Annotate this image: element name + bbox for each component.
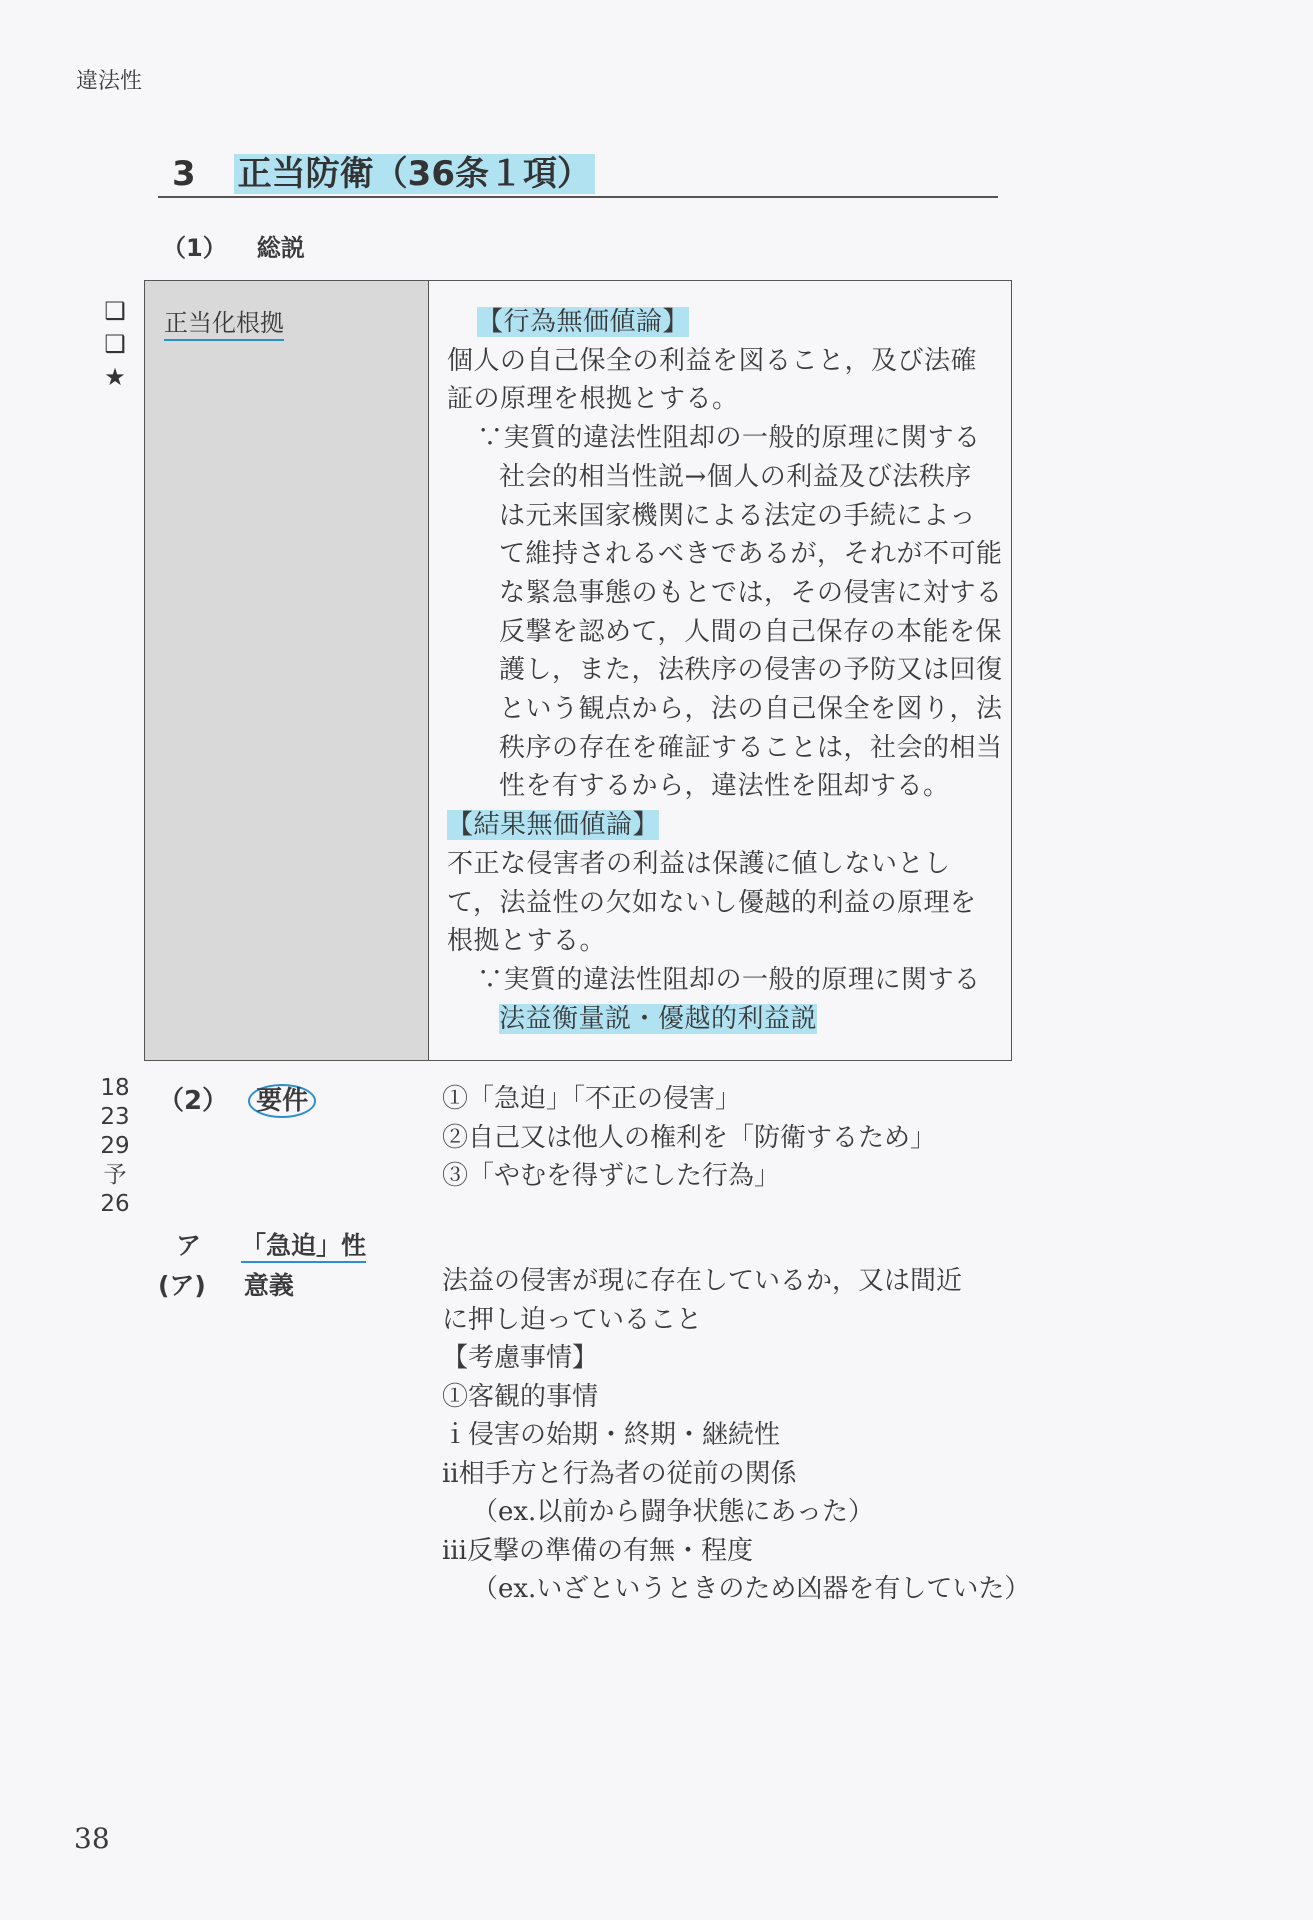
box-text-line bbox=[447, 342, 1017, 381]
imminence-text: 「急迫」性 bbox=[241, 1231, 366, 1263]
meaning-line: ①客観的事情 bbox=[442, 1381, 599, 1412]
box-text-line bbox=[447, 767, 1017, 806]
exam-year-number: 18 bbox=[100, 1075, 130, 1101]
box-text-line bbox=[447, 884, 1017, 923]
section-title: 正当防衛（36条１項） bbox=[234, 154, 595, 194]
checkbox-icon: ❑ bbox=[104, 297, 126, 325]
box-text: という観点から，法の自己保全を図り，法 bbox=[499, 694, 1003, 725]
box-text: 社会的相当性説→個人の利益及び法秩序 bbox=[499, 461, 972, 492]
box-text: 【行為無価値論】 bbox=[477, 307, 690, 337]
section-number: 3 bbox=[172, 154, 196, 194]
box-text: 根拠とする。 bbox=[447, 926, 607, 957]
box-text: 法益衡量説・優越的利益説 bbox=[499, 1003, 818, 1034]
meaning-line: 法益の侵害が現に存在しているか，又は間近 bbox=[442, 1266, 963, 1296]
box-text: ∵実質的違法性阻却の一般的原理に関する bbox=[477, 423, 981, 454]
box-text: ∵実質的違法性阻却の一般的原理に関する bbox=[477, 964, 981, 995]
exam-year-number: 26 bbox=[100, 1191, 130, 1217]
requirements-heading bbox=[158, 1080, 316, 1117]
box-label-cell bbox=[145, 281, 429, 1060]
requirement-item: ③「やむを得ずにした行為」 bbox=[442, 1161, 781, 1191]
exam-year-numbers bbox=[98, 1074, 132, 1219]
imminence-heading bbox=[176, 1226, 366, 1262]
box-text-line bbox=[447, 574, 1017, 613]
requirement-item: ①「急迫」「不正の侵害」 bbox=[442, 1084, 742, 1114]
box-text-line bbox=[447, 1000, 1017, 1039]
meaning-text: 意義 bbox=[243, 1271, 294, 1300]
box-text-line bbox=[447, 961, 1017, 1000]
requirements-list bbox=[442, 1080, 936, 1196]
box-text: て，法益性の欠如ないし優越的利益の原理を bbox=[447, 887, 977, 918]
box-text-line bbox=[447, 806, 1017, 845]
box-text-line bbox=[447, 380, 1017, 419]
box-text: な緊急事態のもとでは，その侵害に対する bbox=[499, 577, 1003, 608]
subsection-overview bbox=[162, 228, 305, 263]
box-text: 【結果無価値論】 bbox=[447, 810, 660, 841]
meaning-heading bbox=[158, 1266, 294, 1302]
section-heading bbox=[172, 146, 595, 195]
exam-year-number: 23 bbox=[100, 1104, 130, 1130]
meaning-line: ｉ侵害の始期・終期・継続性 bbox=[442, 1420, 781, 1450]
box-text: て維持されるべきであるが，それが不可能 bbox=[499, 539, 1003, 570]
star-icon: ★ bbox=[104, 363, 126, 391]
box-text: 性を有するから，違法性を阻却する。 bbox=[499, 771, 950, 802]
imminence-label: ア bbox=[176, 1231, 202, 1260]
meaning-line: （ex.いざというときのため凶器を有していた） bbox=[472, 1574, 1031, 1604]
box-text: は元来国家機関による法定の手続によっ bbox=[499, 500, 977, 531]
box-text-line bbox=[447, 845, 1017, 884]
meaning-line: （ex.以前から闘争状態にあった） bbox=[472, 1497, 875, 1527]
meaning-label: (ア) bbox=[158, 1271, 206, 1300]
meaning-body bbox=[442, 1262, 1030, 1609]
box-text-line bbox=[447, 729, 1017, 768]
box-label: 正当化根拠 bbox=[164, 303, 284, 341]
running-head: 違法性 bbox=[76, 69, 143, 94]
box-text-line bbox=[447, 690, 1017, 729]
box-text-line bbox=[447, 303, 1017, 342]
meaning-line: ⅲ反撃の準備の有無・程度 bbox=[442, 1535, 753, 1566]
box-text-line bbox=[447, 497, 1017, 536]
justification-box bbox=[144, 280, 1012, 1061]
margin-marks bbox=[100, 295, 130, 394]
box-text: 不正な侵害者の利益は保護に値しないとし bbox=[447, 848, 951, 879]
box-text: 証の原理を根拠とする。 bbox=[447, 384, 739, 415]
box-text: 反撃を認めて，人間の自己保存の本能を保 bbox=[499, 616, 1002, 647]
subsection-text: 総説 bbox=[256, 234, 305, 262]
checkbox-icon: ❑ bbox=[104, 330, 126, 358]
subsection-label: （1） bbox=[162, 234, 227, 262]
requirements-label: （2） bbox=[158, 1086, 229, 1116]
exam-year-number: 29 bbox=[100, 1133, 130, 1159]
box-text-line bbox=[447, 458, 1017, 497]
exam-year-number: 予 bbox=[103, 1162, 127, 1188]
requirements-text: 要件 bbox=[248, 1084, 316, 1118]
meaning-line: ⅱ相手方と行為者の従前の関係 bbox=[442, 1458, 797, 1489]
box-text-line bbox=[447, 613, 1017, 652]
box-text-line bbox=[447, 419, 1017, 458]
box-text: 秩序の存在を確証することは，社会的相当 bbox=[499, 732, 1003, 763]
meaning-line: に押し迫っていること bbox=[442, 1304, 703, 1335]
requirement-item: ②自己又は他人の権利を「防衛するため」 bbox=[442, 1122, 937, 1153]
box-content bbox=[429, 281, 1017, 1038]
box-text: 護し，また，法秩序の侵害の予防又は回復 bbox=[499, 655, 1003, 686]
box-text-line bbox=[447, 535, 1017, 574]
heading-rule bbox=[158, 196, 998, 198]
box-text-line bbox=[447, 651, 1017, 690]
meaning-line: 【考慮事情】 bbox=[442, 1343, 599, 1373]
page-number: 38 bbox=[74, 1822, 110, 1855]
box-text-line bbox=[447, 922, 1017, 961]
box-text: 個人の自己保全の利益を図ること，及び法確 bbox=[447, 345, 978, 376]
